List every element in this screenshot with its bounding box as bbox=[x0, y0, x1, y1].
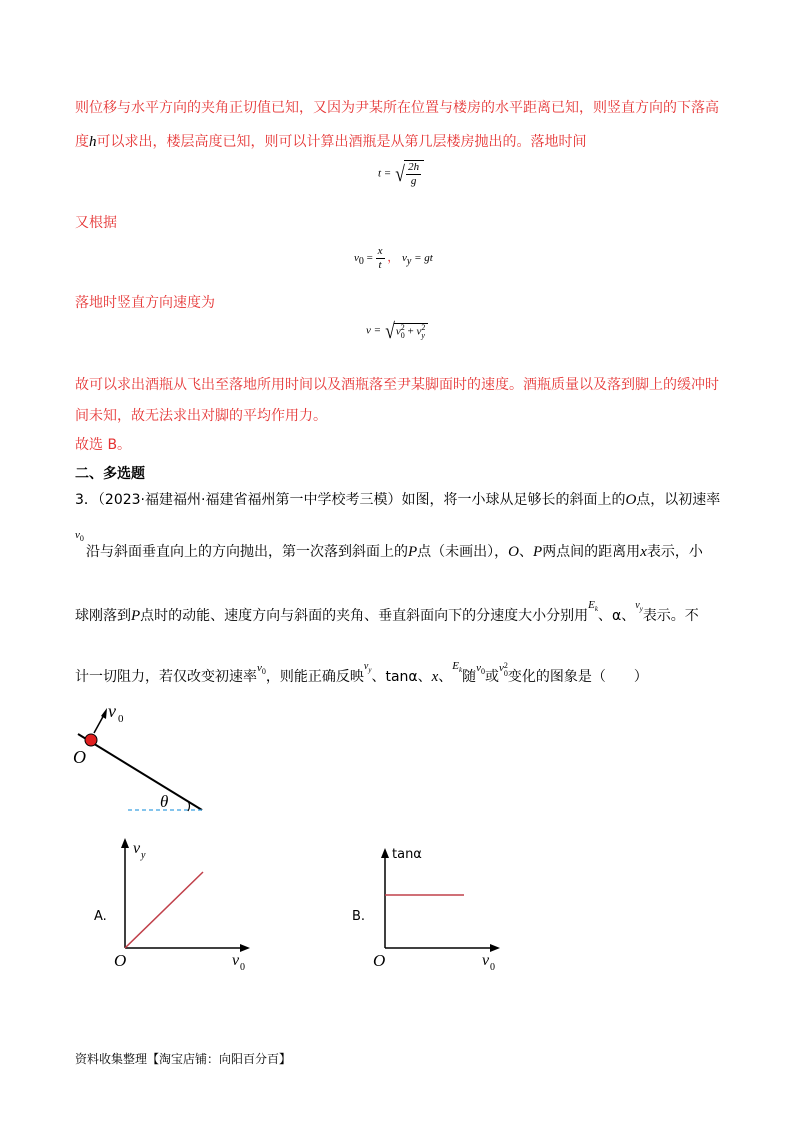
v0-sym-2: v bbox=[257, 662, 262, 674]
var-h: h bbox=[89, 134, 97, 150]
v0-sym-3: v bbox=[476, 662, 482, 674]
formula-v-term1-sup: 2 bbox=[400, 322, 405, 332]
Ek-sub-2: k bbox=[459, 666, 463, 675]
v0sq-sym: v bbox=[499, 662, 504, 674]
question-line-3 bbox=[75, 599, 699, 625]
v0-symbol-2 bbox=[257, 662, 266, 677]
solution-line-3: 又根据 bbox=[75, 215, 117, 231]
graph-b-ylabel: tanα bbox=[392, 847, 422, 862]
formula-vy-rhs: = gt bbox=[414, 252, 433, 265]
question-line-3-a: 球刚落到 bbox=[75, 608, 131, 624]
v0-sub: 0 bbox=[79, 534, 84, 544]
question-line-2-a: 沿与斜面垂直向上的方向抛出，第一次落到斜面上的 bbox=[86, 544, 408, 560]
question-number: 3． bbox=[75, 492, 98, 508]
graph-b-y-arrow bbox=[381, 848, 389, 858]
formula-t bbox=[378, 160, 424, 188]
fig-v0-label: v bbox=[108, 701, 116, 721]
question-line-2-c: 、 bbox=[519, 544, 534, 560]
vy-sub-2: y bbox=[368, 666, 372, 674]
solution-line-5: 故可以求出酒瓶从飞出至落地所用时间以及酒瓶落至尹某脚面时的速度。酒瓶质量以及落到脚上的缓冲时 bbox=[75, 377, 719, 393]
v0sq-sup: 2 bbox=[503, 661, 508, 670]
question-line-4-a: 计一切阻力，若仅改变初速率 bbox=[75, 669, 257, 685]
question-line-4-f: 或 bbox=[485, 669, 500, 685]
formula-v0-eq: = bbox=[366, 252, 373, 265]
var-x: x bbox=[640, 544, 647, 560]
formula-v-term1: v bbox=[395, 325, 401, 338]
v0sq-symbol bbox=[499, 662, 508, 678]
fig-origin-label: O bbox=[73, 747, 86, 767]
point-O-2: O bbox=[508, 544, 520, 560]
graph-a bbox=[108, 830, 258, 975]
sqrt-sign: √ bbox=[395, 161, 405, 186]
formula-v0 bbox=[354, 245, 433, 272]
incline-figure bbox=[60, 695, 230, 820]
option-b-label[interactable]: B. bbox=[352, 909, 366, 924]
vy-sub: y bbox=[639, 605, 643, 613]
v0-sub-2: 0 bbox=[261, 667, 266, 677]
Ek-symbol bbox=[588, 599, 599, 614]
fig-v0-sub: 0 bbox=[118, 713, 124, 725]
Ek-sub: k bbox=[594, 605, 599, 614]
formula-t-num: 2h bbox=[408, 161, 420, 173]
question-line-2-d: 两点间的距离用 bbox=[542, 544, 641, 560]
point-P: P bbox=[408, 544, 418, 560]
v0-symbol-3 bbox=[476, 662, 486, 677]
graph-b-xlabel: v bbox=[482, 952, 490, 969]
point-P-2: P bbox=[533, 544, 543, 560]
graph-b-origin: O bbox=[373, 951, 386, 970]
formula-v-term2-sub: y bbox=[421, 330, 425, 340]
question-line-4-d: 、 bbox=[438, 669, 453, 685]
formula-vy-lhs: v bbox=[402, 252, 407, 265]
vy-sym: v bbox=[635, 600, 640, 611]
graph-a-xlabel: v bbox=[232, 952, 240, 969]
graph-a-xlabel-sub: 0 bbox=[240, 962, 245, 973]
v0-symbol-1 bbox=[75, 529, 84, 543]
graph-b-x-arrow bbox=[490, 944, 500, 952]
question-line-1 bbox=[75, 489, 720, 509]
solution-line-2-post: 可以求出，楼层高度已知，则可以计算出酒瓶是从第几层楼房抛出的。落地时间 bbox=[96, 134, 587, 150]
solution-line-6: 间未知，故无法求出对脚的平均作用力。 bbox=[75, 408, 327, 424]
formula-vy-sub: y bbox=[406, 256, 412, 268]
question-line-4-c: 、tanα、 bbox=[371, 669, 432, 685]
graph-a-x-arrow bbox=[240, 944, 250, 952]
graph-a-ylabel-sub: y bbox=[141, 850, 146, 861]
question-line-3-b: 点时的动能、速度方向与斜面的夹角、垂直斜面向下的分速度大小分别用 bbox=[140, 608, 589, 624]
var-x-2: x bbox=[431, 669, 439, 685]
question-line-2-b: 点（未画出）， bbox=[417, 544, 509, 560]
formula-v-term2: v bbox=[416, 325, 422, 338]
graph-b bbox=[368, 840, 518, 975]
formula-v bbox=[366, 318, 428, 344]
option-a-label[interactable]: A. bbox=[94, 909, 107, 924]
formula-v-term2-sup: 2 bbox=[421, 322, 426, 332]
question-line-3-d: 表示。不 bbox=[642, 608, 699, 624]
question-line-4-g: 变化的图象是（ ） bbox=[507, 669, 648, 685]
Ek-sym: E bbox=[588, 599, 595, 611]
incline-line bbox=[78, 734, 202, 810]
question-line-1-a: 如图，将一小球从足够长的斜面上的 bbox=[401, 492, 626, 508]
question-line-4 bbox=[75, 660, 648, 688]
footer-text: 资料收集整理【淘宝店铺：向阳百分百】 bbox=[75, 1052, 292, 1066]
v0-sub-3: 0 bbox=[481, 667, 486, 677]
graph-a-origin: O bbox=[114, 951, 127, 970]
solution-line-7: 故选 B。 bbox=[75, 437, 132, 453]
question-line-2 bbox=[86, 541, 703, 561]
ball bbox=[85, 734, 97, 746]
formula-v0-num: x bbox=[377, 245, 383, 257]
fig-angle-label: θ bbox=[160, 792, 169, 811]
vy-sym-2: v bbox=[363, 661, 369, 672]
question-line-4-e: 随 bbox=[462, 669, 477, 685]
v0-sym: v bbox=[75, 529, 80, 541]
formula-v-term1-sub: 0 bbox=[400, 330, 405, 340]
formula-v-lhs: v = bbox=[366, 324, 382, 337]
graph-a-line bbox=[125, 872, 203, 948]
formula-t-lhs: t = bbox=[378, 167, 392, 180]
graph-a-y-arrow bbox=[121, 838, 129, 848]
formula-t-den: g bbox=[410, 175, 417, 187]
Ek-symbol-2 bbox=[452, 660, 463, 675]
point-O: O bbox=[625, 492, 637, 508]
Ek-sym-2: E bbox=[452, 660, 460, 672]
solution-line-2 bbox=[75, 131, 587, 151]
formula-v-plus: + bbox=[407, 325, 414, 338]
question-source: （2023·福建福州·福建省福州第一中学校考三模） bbox=[97, 492, 402, 508]
formula-v0-sep: ， bbox=[387, 250, 400, 265]
angle-arc bbox=[188, 801, 190, 811]
sqrt-sign-2: √ bbox=[385, 318, 395, 343]
solution-line-1: 则位移与水平方向的夹角正切值已知，又因为尹某所在位置与楼房的水平距离已知，则竖直方向的下落高 bbox=[75, 100, 719, 116]
vy-symbol bbox=[635, 600, 643, 611]
solution-line-4: 落地时竖直方向速度为 bbox=[75, 295, 215, 311]
v0sq-sub: 0 bbox=[503, 669, 508, 678]
formula-v0-sub: 0 bbox=[358, 256, 364, 268]
graph-a-ylabel: v bbox=[133, 840, 141, 857]
question-line-4-b: ，则能正确反映 bbox=[265, 669, 364, 685]
solution-line-2-pre: 度 bbox=[75, 134, 89, 150]
point-P-3: P bbox=[131, 608, 141, 624]
graph-b-xlabel-sub: 0 bbox=[490, 962, 495, 973]
formula-v0-lhs: v bbox=[354, 252, 359, 265]
formula-v0-den: t bbox=[378, 259, 382, 271]
question-line-3-c: 、α、 bbox=[598, 608, 636, 624]
question-line-1-b: 点，以初速率 bbox=[636, 492, 721, 508]
question-line-2-e: 表示，小 bbox=[646, 544, 703, 560]
section-title: 二、多选题 bbox=[75, 466, 145, 482]
vy-symbol-2 bbox=[364, 661, 372, 672]
